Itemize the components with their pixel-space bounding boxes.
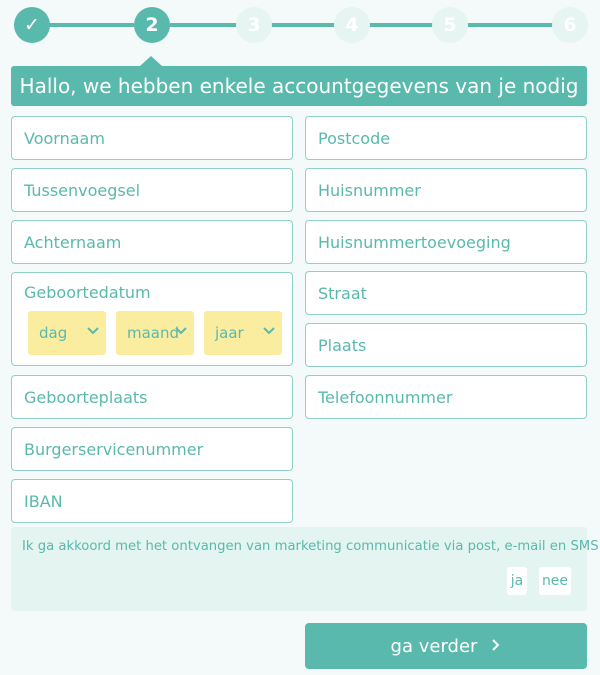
consent-yes-label: ja bbox=[510, 573, 524, 589]
step-number: 4 bbox=[345, 14, 359, 36]
house-number-field[interactable] bbox=[305, 168, 587, 212]
current-step-pointer bbox=[140, 56, 162, 66]
date-of-birth-group bbox=[11, 272, 293, 366]
progress-stepper bbox=[14, 7, 586, 43]
select-value: jaar bbox=[215, 324, 244, 342]
last-name-field[interactable] bbox=[11, 220, 293, 264]
consent-text: Ik ga akkoord met het ontvangen van marketing communicatie via post, e-mail en SMS bbox=[22, 539, 599, 554]
iban-field[interactable] bbox=[11, 479, 293, 523]
placeholder: Telefoonnummer bbox=[318, 387, 453, 407]
step-connector bbox=[170, 23, 238, 27]
step-6 bbox=[552, 7, 588, 43]
step-number: 2 bbox=[145, 14, 159, 36]
chevron-down-icon bbox=[262, 324, 276, 342]
chevron-down-icon bbox=[86, 324, 100, 342]
form-title: Hallo, we hebben enkele accountgegevens van je nodig bbox=[19, 74, 579, 98]
birthplace-field[interactable] bbox=[11, 375, 293, 419]
placeholder: Plaats bbox=[318, 335, 367, 355]
step-1-complete[interactable] bbox=[14, 7, 50, 43]
step-connector bbox=[48, 23, 134, 27]
placeholder: IBAN bbox=[24, 491, 63, 511]
step-4 bbox=[334, 7, 370, 43]
continue-label: ga verder bbox=[390, 635, 478, 657]
placeholder: Tussenvoegsel bbox=[24, 180, 141, 200]
placeholder: Geboorteplaats bbox=[24, 387, 148, 407]
postcode-field[interactable] bbox=[305, 116, 587, 160]
step-3 bbox=[236, 7, 272, 43]
placeholder: Burgerservicenummer bbox=[24, 439, 204, 459]
form-header bbox=[11, 66, 587, 106]
step-5 bbox=[432, 7, 468, 43]
step-connector bbox=[268, 23, 336, 27]
date-of-birth-label: Geboortedatum bbox=[24, 283, 151, 302]
continue-button[interactable] bbox=[305, 623, 587, 669]
marketing-consent-panel bbox=[11, 527, 599, 611]
step-connector bbox=[366, 23, 434, 27]
street-field[interactable] bbox=[305, 271, 587, 315]
checkmark-icon: ✓ bbox=[24, 14, 40, 36]
bsn-field[interactable] bbox=[11, 427, 293, 471]
house-number-addition-field[interactable] bbox=[305, 220, 587, 264]
infix-field[interactable] bbox=[11, 168, 293, 212]
dob-month-select[interactable] bbox=[116, 311, 194, 355]
city-field[interactable] bbox=[305, 323, 587, 367]
placeholder: Postcode bbox=[318, 128, 391, 148]
step-2-current bbox=[134, 7, 170, 43]
dob-year-select[interactable] bbox=[204, 311, 282, 355]
step-number: 3 bbox=[247, 14, 261, 36]
placeholder: Huisnummertoevoeging bbox=[318, 232, 511, 252]
step-number: 6 bbox=[563, 14, 577, 36]
placeholder: Huisnummer bbox=[318, 180, 421, 200]
phone-field[interactable] bbox=[305, 375, 587, 419]
placeholder: Voornaam bbox=[24, 128, 105, 148]
consent-no-label: nee bbox=[541, 573, 569, 589]
dob-day-select[interactable] bbox=[28, 311, 106, 355]
step-connector bbox=[464, 23, 556, 27]
placeholder: Straat bbox=[318, 283, 367, 303]
first-name-field[interactable] bbox=[11, 116, 293, 160]
select-value: dag bbox=[39, 324, 68, 342]
select-value: maand bbox=[127, 324, 180, 342]
chevron-right-icon bbox=[491, 636, 501, 657]
consent-no-button[interactable] bbox=[539, 567, 571, 595]
step-number: 5 bbox=[443, 14, 457, 36]
consent-yes-button[interactable] bbox=[507, 567, 527, 595]
placeholder: Achternaam bbox=[24, 232, 122, 252]
chevron-down-icon bbox=[174, 324, 188, 342]
